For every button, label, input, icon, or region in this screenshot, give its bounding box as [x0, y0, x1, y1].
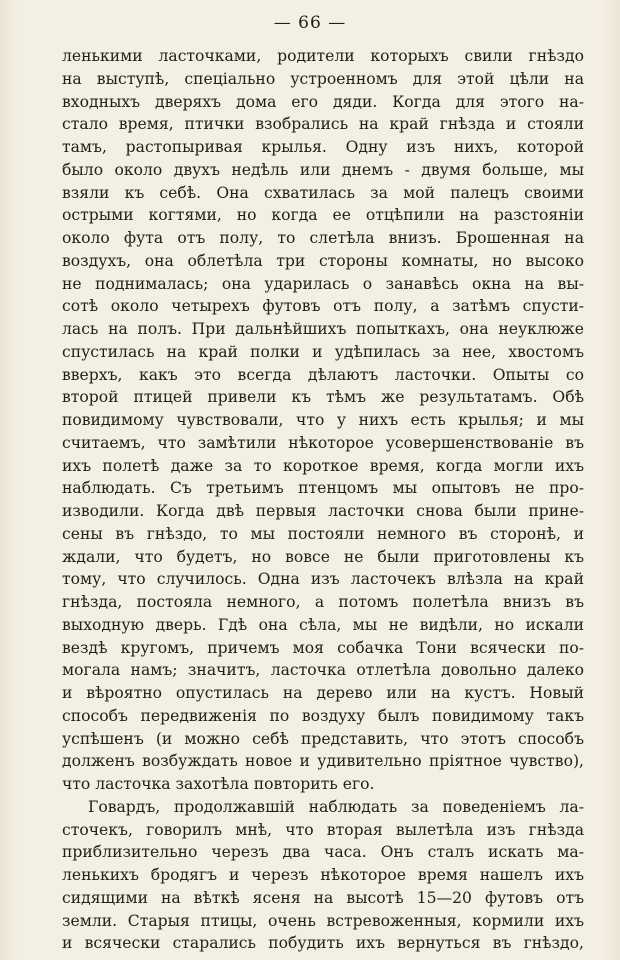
text-line: земли. Старыя птицы, очень встревоженныя, кормили ихъ	[62, 911, 584, 930]
text-line: наблюдать. Съ третьимъ птенцомъ мы опытовъ не про-	[62, 479, 584, 498]
text-line: ихъ полетѣ даже за то короткое время, когда могли ихъ	[62, 456, 584, 475]
text-line: способъ передвиженія по воздуху былъ повидимому такъ	[62, 706, 584, 725]
text-line: Говардъ, продолжавшій наблюдать за поведеніемъ ла-	[88, 797, 584, 816]
text-line: вверхъ, какъ это всегда дѣлаютъ ласточки. Опыты со	[62, 365, 584, 384]
text-line: острыми когтями, но когда ее отцѣпили на разстояніи	[62, 206, 584, 225]
paragraph	[62, 796, 584, 955]
text-line: гнѣзда, постояла немного, а потомъ полетѣла внизъ въ	[62, 593, 584, 611]
text-line: изводили. Когда двѣ первыя ласточки снова были прине-	[62, 502, 584, 520]
text-line: считаемъ, что замѣтили нѣкоторое усовершенствованіе въ	[62, 433, 584, 452]
text-line: сточекъ, говорилъ мнѣ, что вторая вылетѣла изъ гнѣзда	[62, 820, 584, 839]
text-line: входныхъ дверяхъ дома его дяди. Когда для этого на-	[62, 92, 584, 111]
text-line: сидящими на вѣткѣ ясеня на высотѣ 15—20 футовъ отъ	[62, 888, 584, 907]
page-number: — 66 —	[273, 13, 347, 33]
text-line: не поднималась; она ударилась о занавѣсь окна на вы-	[62, 274, 584, 293]
text-line: стало время, птички взобрались на край гнѣзда и стояли	[62, 115, 584, 134]
text-line: было около двухъ недѣль или днемъ - двумя больше, мы	[62, 160, 584, 179]
text-line: ленькихъ бродягъ и черезъ нѣкоторое время нашелъ ихъ	[62, 866, 584, 884]
text-line: тому, что случилось. Одна изъ ласточекъ влѣзла на край	[62, 570, 584, 589]
text-line: успѣшенъ (и можно себѣ представить, что этотъ способъ	[62, 729, 584, 748]
text-line: на выступѣ, спеціально устроенномъ для этой цѣли на	[62, 69, 584, 88]
text-line: около фута отъ полу, то слетѣла внизъ. Брошенная на	[62, 229, 584, 247]
text-line: второй птицей привели къ тѣмъ же результатамъ. Обѣ	[62, 388, 584, 407]
text-line: и всячески старались побудить ихъ вернуться въ гнѣздо,	[62, 934, 584, 953]
text-line: тамъ, растопыривая крылья. Одну изъ нихъ, которой	[62, 138, 584, 156]
text-line: повидимому чувствовали, что у нихъ есть крылья; и мы	[62, 411, 584, 429]
text-line: приблизительно черезъ два часа. Онъ сталъ искать ма-	[62, 843, 584, 862]
text-line: лась на полъ. При дальнѣйшихъ попыткахъ, она неуклюже	[62, 320, 584, 338]
paragraph	[62, 45, 584, 796]
text-line: ленькими ласточками, родители которыхъ свили гнѣздо	[62, 47, 584, 65]
text-line: долженъ возбуждать новое и удивительно пріятное чувство),	[62, 752, 584, 771]
text-line: могала намъ; значитъ, ласточка отлетѣла довольно далеко	[62, 661, 584, 680]
text-line: спустилась на край полки и удѣпилась за нее, хвостомъ	[62, 342, 584, 361]
text-line: и вѣроятно опустилась на дерево или на кустъ. Новый	[62, 684, 584, 702]
text-line: взяли къ себѣ. Она схватилась за мой палецъ своими	[62, 183, 584, 202]
text-line: что ласточка захотѣла повторить его.	[62, 775, 375, 793]
text-line: ждали, что будетъ, но вовсе не были приготовлены къ	[62, 547, 584, 566]
text-line: сены въ гнѣздо, то мы постояли немного въ сторонѣ, и	[62, 524, 584, 543]
text-line: выходную дверь. Гдѣ она сѣла, мы не видѣли, но искали	[62, 615, 584, 634]
body-text	[62, 45, 584, 955]
text-line: вездѣ кругомъ, причемъ моя собачка Тони всячески по-	[62, 638, 584, 657]
text-line: воздухъ, она облетѣла три стороны комнаты, но высоко	[62, 251, 584, 270]
text-line: сотѣ около четырехъ футовъ отъ полу, а затѣмъ спусти-	[62, 297, 584, 316]
